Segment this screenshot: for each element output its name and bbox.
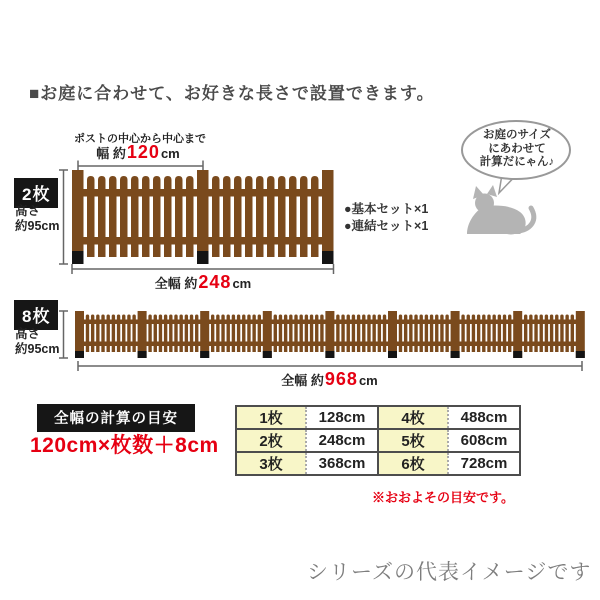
count-cell: 4枚 <box>378 406 448 429</box>
total2-prefix: 全幅 約 <box>154 276 198 291</box>
height-label-2-line1: 高さ <box>15 204 41 218</box>
width-cell: 368cm <box>306 452 378 475</box>
total2-unit: cm <box>232 276 252 291</box>
width-cell: 728cm <box>448 452 520 475</box>
page-title: ■お庭に合わせて、お好きな長さで設置できます。 <box>29 84 435 103</box>
table-row <box>236 406 520 429</box>
fence-8-panels-graphic <box>75 311 585 358</box>
bubble-line1: お庭のサイズ <box>482 129 552 141</box>
count-cell: 2枚 <box>236 429 306 452</box>
panel-count-badge-2: 2枚 <box>14 178 58 208</box>
link-set-bullet: ●連結セット×1 <box>344 219 429 233</box>
calc-formula: 120cm×枚数＋8cm <box>30 434 219 457</box>
height-label-2-line2: 約95cm <box>15 219 60 233</box>
set-bullets <box>344 201 428 235</box>
total-width-label-2 <box>133 272 273 293</box>
width-cell: 128cm <box>306 406 378 429</box>
width-cell: 248cm <box>306 429 378 452</box>
calc-guide-title: 全幅の計算の目安 <box>37 404 195 432</box>
total8-prefix: 全幅 約 <box>281 373 324 388</box>
table-row <box>236 429 520 452</box>
count-cell: 5枚 <box>378 429 448 452</box>
height-label-8 <box>15 327 59 357</box>
count-cell: 6枚 <box>378 452 448 475</box>
fence-2-panels-graphic <box>72 170 334 264</box>
width-unit: cm <box>160 146 180 161</box>
count-cell: 3枚 <box>236 452 306 475</box>
cat-speech-bubble-text <box>462 129 572 170</box>
panel-width-label <box>88 142 188 163</box>
table-row <box>236 452 520 475</box>
total8-unit: cm <box>358 373 378 388</box>
height-label-2 <box>15 204 59 234</box>
width-cell: 608cm <box>448 429 520 452</box>
width-value: 120 <box>126 142 160 162</box>
basic-set-bullet: ●基本セット×1 <box>344 202 429 216</box>
width-prefix: 幅 約 <box>96 146 126 161</box>
bubble-line3: 計算だにゃん♪ <box>479 156 555 168</box>
bubble-line2: にあわせて <box>488 142 546 155</box>
total-width-label-8 <box>257 369 402 390</box>
panel-count-badge-8: 8枚 <box>14 300 58 330</box>
count-cell: 1枚 <box>236 406 306 429</box>
post-center-note: ポストの中心から中心まで <box>74 133 206 145</box>
width-reference-table <box>235 405 521 476</box>
approximation-note: ※おおよその目安です。 <box>372 490 514 505</box>
total2-value: 248 <box>198 272 232 292</box>
height-label-8-line1: 高さ <box>15 327 41 341</box>
series-caption: シリーズの代表イメージです <box>307 561 592 584</box>
height-label-8-line2: 約95cm <box>15 342 60 356</box>
width-cell: 488cm <box>448 406 520 429</box>
total8-value: 968 <box>324 369 358 389</box>
